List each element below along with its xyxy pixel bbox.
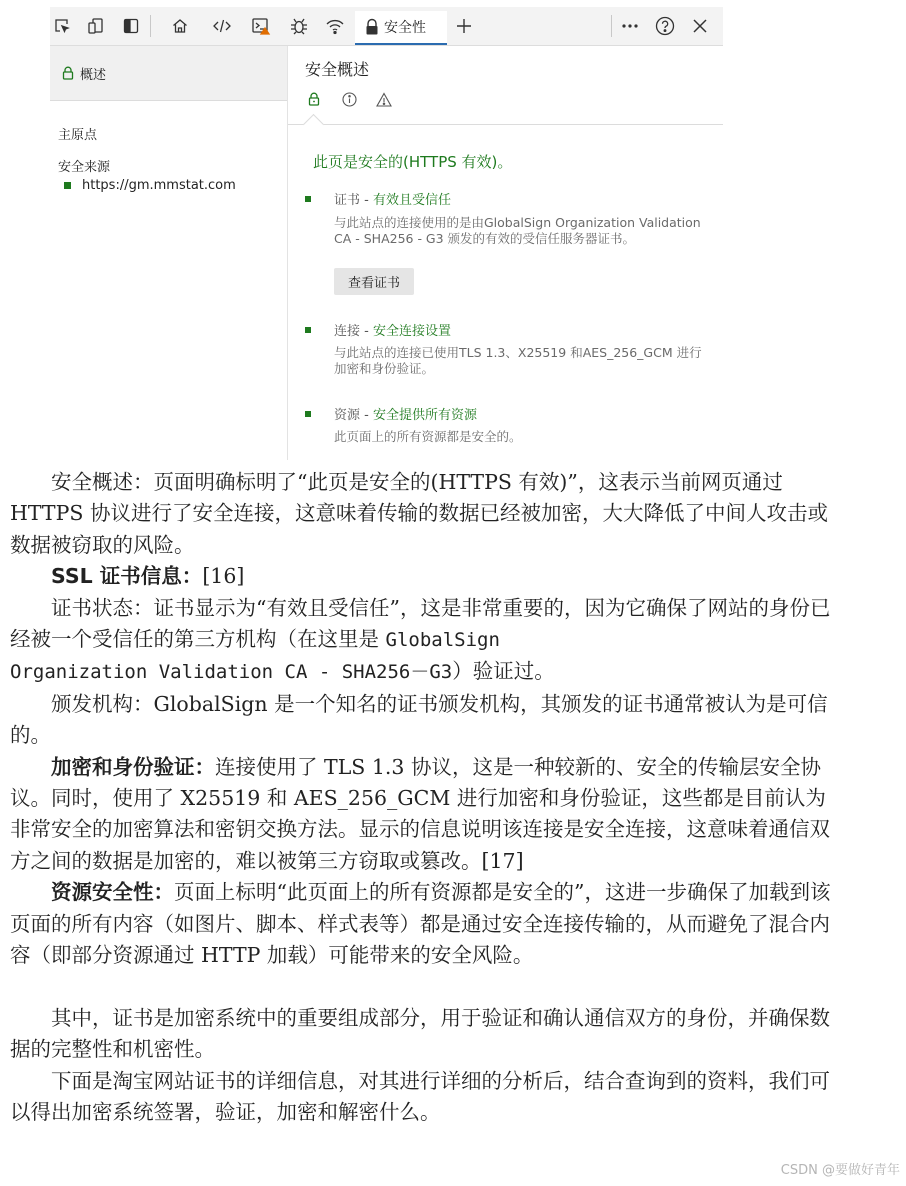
tab-security[interactable] bbox=[355, 11, 447, 45]
security-sidebar bbox=[50, 46, 288, 460]
resources-title bbox=[334, 404, 477, 423]
main-origin-heading: 主原点 bbox=[58, 128, 98, 143]
add-tab-plus-icon[interactable] bbox=[453, 15, 475, 37]
console-icon[interactable] bbox=[250, 15, 272, 37]
paragraph-gap bbox=[10, 972, 840, 1003]
help-icon[interactable] bbox=[654, 15, 676, 37]
toolbar-divider bbox=[150, 15, 151, 37]
ssl-heading-bold: SSL 证书信息： bbox=[51, 564, 203, 589]
subtab-warning-icon[interactable] bbox=[373, 88, 395, 110]
security-summary: 此页是安全的(HTTPS 有效)。 bbox=[313, 153, 513, 171]
secure-status-dot bbox=[305, 327, 311, 333]
elements-code-icon[interactable] bbox=[211, 15, 233, 37]
subtab-active-caret bbox=[303, 114, 324, 135]
view-certificate-button[interactable]: 查看证书 bbox=[334, 268, 414, 295]
ssl-heading-ref: [16] bbox=[202, 564, 245, 589]
sidebar-item-overview-label: 概述 bbox=[80, 67, 107, 83]
sidebar-item-overview[interactable] bbox=[50, 46, 287, 101]
tab-security-label: 安全性 bbox=[384, 20, 426, 36]
cert-ca-name-2: Organization Validation CA - SHA256－G3 bbox=[10, 661, 453, 684]
secure-status-dot bbox=[305, 196, 311, 202]
security-main-pane bbox=[288, 46, 723, 460]
toolbar-divider bbox=[611, 15, 612, 37]
resources-description: 此页面上的所有资源都是安全的。 bbox=[334, 429, 522, 444]
certificate-title bbox=[334, 189, 451, 208]
sidebar-item-origin[interactable] bbox=[64, 178, 236, 193]
connection-title bbox=[334, 320, 451, 339]
paragraph-certificate-role: 其中，证书是加密系统中的重要组成部分，用于验证和确认通信双方的身份，并确保数据的完整性和机密性。 bbox=[10, 1005, 830, 1062]
close-icon[interactable] bbox=[689, 15, 711, 37]
article-body bbox=[10, 467, 840, 1129]
toggle-sidebar-icon[interactable] bbox=[120, 15, 142, 37]
resource-heading-bold: 资源安全性： bbox=[51, 880, 174, 905]
resources-status: 安全提供所有资源 bbox=[372, 408, 477, 423]
origin-url: https://gm.mmstat.com bbox=[82, 178, 236, 193]
connection-description: 与此站点的连接已使用TLS 1.3、X25519 和AES_256_GCM 进行加密和身份验证。 bbox=[334, 345, 702, 376]
certificate-label: 证书 - bbox=[334, 193, 373, 208]
connection-label: 连接 - bbox=[334, 324, 373, 339]
device-emulation-icon[interactable] bbox=[85, 15, 107, 37]
sources-bug-icon[interactable] bbox=[288, 15, 310, 37]
more-options-icon[interactable] bbox=[619, 15, 641, 37]
encryption-heading-bold: 加密和身份验证： bbox=[51, 754, 215, 779]
resources-label: 资源 - bbox=[334, 408, 373, 423]
secure-status-dot bbox=[305, 411, 311, 417]
cert-status-end: ）验证过。 bbox=[452, 659, 555, 684]
paragraph-issuer: 颁发机构：GlobalSign 是一个知名的证书颁发机构，其颁发的证书通常被认为是可信的。 bbox=[10, 691, 828, 748]
devtools-security-panel bbox=[50, 7, 723, 460]
subtab-lock-icon[interactable] bbox=[303, 88, 325, 110]
connection-status: 安全连接设置 bbox=[372, 324, 451, 339]
inspect-element-icon[interactable] bbox=[51, 15, 73, 37]
paragraph-ssl-heading bbox=[10, 561, 840, 592]
lock-icon bbox=[62, 66, 74, 80]
paragraph-taobao-intro: 下面是淘宝网站证书的详细信息，对其进行详细的分析后，结合查询到的资料，我们可以得出加密系统签署，验证，加密和解密什么。 bbox=[10, 1068, 830, 1125]
home-icon[interactable] bbox=[169, 15, 191, 37]
certificate-description: 与此站点的连接使用的是由GlobalSign Organization Validation CA - SHA256 - G3 颁发的有效的受信任服务器证书。 bbox=[334, 215, 701, 246]
paragraph-cert-status bbox=[10, 593, 840, 689]
certificate-status: 有效且受信任 bbox=[372, 193, 451, 208]
cert-status-text: 证书状态：证书显示为“有效且受信任”，这是非常重要的，因为它确保了网站的身份已经被一个受信任的第三方机构（在这里是 bbox=[10, 595, 831, 652]
secure-origins-heading: 安全来源 bbox=[58, 160, 111, 175]
security-lock-icon bbox=[364, 18, 380, 36]
secure-status-dot bbox=[64, 182, 71, 189]
paragraph-resource-security bbox=[10, 877, 840, 971]
encryption-text: 连接使用了 TLS 1.3 协议，这是一种较新的、安全的传输层安全协议。同时，使用了 X25519 和 AES_256_GCM 进行加密和身份验证，这些都是目前认为非常安全的加密算法和密钥交换方法。显示的信息说明该连接是安全连接，这意味着通信双方之间的数据是加密的，难以被第三方窃取或篡改。[17] bbox=[10, 754, 830, 873]
paragraph-security-overview: 安全概述：页面明确标明了“此页是安全的(HTTPS 有效)”，这表示当前网页通过 HTTPS 协议进行了安全连接，这意味着传输的数据已经被加密，大大降低了中间人攻击或数据被窃取的风险。 bbox=[10, 470, 828, 557]
devtools-toolbar bbox=[50, 7, 723, 46]
paragraph-encryption bbox=[10, 752, 840, 878]
cert-ca-name-1: GlobalSign bbox=[385, 629, 500, 652]
csdn-watermark: CSDN @要做好青年 bbox=[780, 1163, 900, 1178]
network-wifi-icon[interactable] bbox=[324, 15, 346, 37]
page-title: 安全概述 bbox=[305, 60, 370, 79]
subtab-divider bbox=[288, 124, 723, 125]
resource-text: 页面上标明“此页面上的所有资源都是安全的”，这进一步确保了加载到该页面的所有内容（如图片、脚本、样式表等）都是通过安全连接传输的，从而避免了混合内容（即部分资源通过 HTTP 加载）可能带来的安全风险。 bbox=[10, 880, 831, 968]
subtab-info-icon[interactable] bbox=[338, 88, 360, 110]
